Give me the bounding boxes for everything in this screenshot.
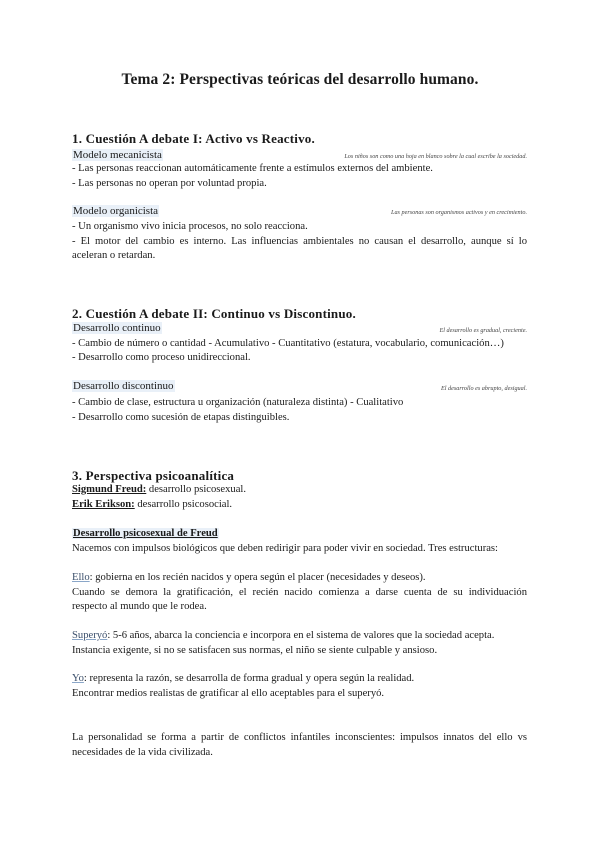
- freud-heading: Desarrollo psicosexual de Freud: [73, 528, 218, 539]
- body-line: - Un organismo vivo inicia procesos, no solo reacciona.: [72, 221, 308, 232]
- ello-label: Ello: [72, 572, 90, 583]
- superyo-label: Superyó: [72, 630, 108, 641]
- ello-line-3: respecto al mundo que le rodea.: [72, 601, 207, 612]
- author-name-erikson: Erik Erikson:: [72, 499, 135, 510]
- superyo-line-1: Superyó: 5-6 años, abarca la conciencia e incorpora en el sistema de valores que la sociedad acepta.: [72, 630, 495, 641]
- section-heading-2: 2. Cuestión A debate II: Continuo vs Discontinuo.: [72, 306, 356, 321]
- page-title: Tema 2: Perspectivas teóricas del desarrollo humano.: [121, 71, 479, 88]
- author-text-erikson: desarrollo psicosocial.: [134, 499, 233, 510]
- body-line: - Desarrollo como sucesión de etapas distinguibles.: [72, 412, 290, 423]
- ello-line-1: Ello: gobierna en los recién nacidos y opera según el placer (necesidades y deseos).: [72, 572, 426, 583]
- subsection-label-mecanicista: Modelo mecanicista: [73, 149, 162, 161]
- subsection-label-continuo: Desarrollo continuo: [73, 322, 161, 334]
- freud-intro: Nacemos con impulsos biológicos que deben redirigir para poder vivir en sociedad. Tres estructuras:: [72, 543, 498, 554]
- side-note-continuo: El desarrollo es gradual, creciente.: [439, 327, 527, 334]
- author-name-freud: Sigmund Freud:: [72, 484, 147, 495]
- closing-line-1: La personalidad se forma a partir de conflictos infantiles inconscientes: impulsos innatos del ello vs: [72, 732, 527, 743]
- body-line: - Las personas reaccionan automáticamente frente a estímulos externos del ambiente.: [72, 163, 433, 174]
- body-line: - Cambio de número o cantidad - Acumulativo - Cuantitativo (estatura, vocabulario, comunicación…): [72, 338, 504, 349]
- closing-line-2: necesidades de la vida civilizada.: [72, 747, 213, 758]
- yo-line-1: Yo: representa la razón, se desarrolla de forma gradual y opera según la realidad.: [72, 673, 415, 684]
- body-line: - Cambio de clase, estructura u organización (naturaleza distinta) - Cualitativo: [72, 397, 404, 408]
- side-note-organicista: Las personas son organismos activos y en crecimiento.: [391, 209, 527, 216]
- subsection-label-discontinuo: Desarrollo discontinuo: [73, 380, 174, 392]
- author-text-freud: desarrollo psicosexual.: [146, 484, 247, 495]
- side-note-mecanicista: Los niños son como una hoja en blanco sobre la cual escribe la sociedad.: [344, 153, 527, 160]
- body-line: - Desarrollo como proceso unidireccional.: [72, 352, 251, 363]
- section-heading-1: 1. Cuestión A debate I: Activo vs Reactivo.: [72, 131, 315, 146]
- author-line-erikson: [72, 498, 527, 513]
- superyo-line-2: Instancia exigente, si no se satisfacen sus normas, el niño se siente culpable y ansioso.: [72, 645, 438, 656]
- ello-line-2: Cuando se demora la gratificación, el recién nacido comienza a darse cuenta de su individuación: [72, 587, 527, 598]
- body-line: aceleran o retardan.: [72, 250, 156, 261]
- subsection-label-organicista: Modelo organicista: [73, 205, 159, 217]
- section-heading-3: 3. Perspectiva psicoanalítica: [72, 468, 235, 483]
- side-note-discontinuo: El desarrollo es abrupto, desigual.: [440, 385, 527, 392]
- yo-label: Yo: [72, 673, 84, 684]
- body-line: - Las personas no operan por voluntad propia.: [72, 178, 267, 189]
- yo-line-2: Encontrar medios realistas de gratificar al ello aceptables para el superyó.: [72, 688, 385, 699]
- body-line: - El motor del cambio es interno. Las influencias ambientales no causan el desarrollo, aunque sí lo: [72, 236, 527, 247]
- author-line-freud: [72, 483, 527, 498]
